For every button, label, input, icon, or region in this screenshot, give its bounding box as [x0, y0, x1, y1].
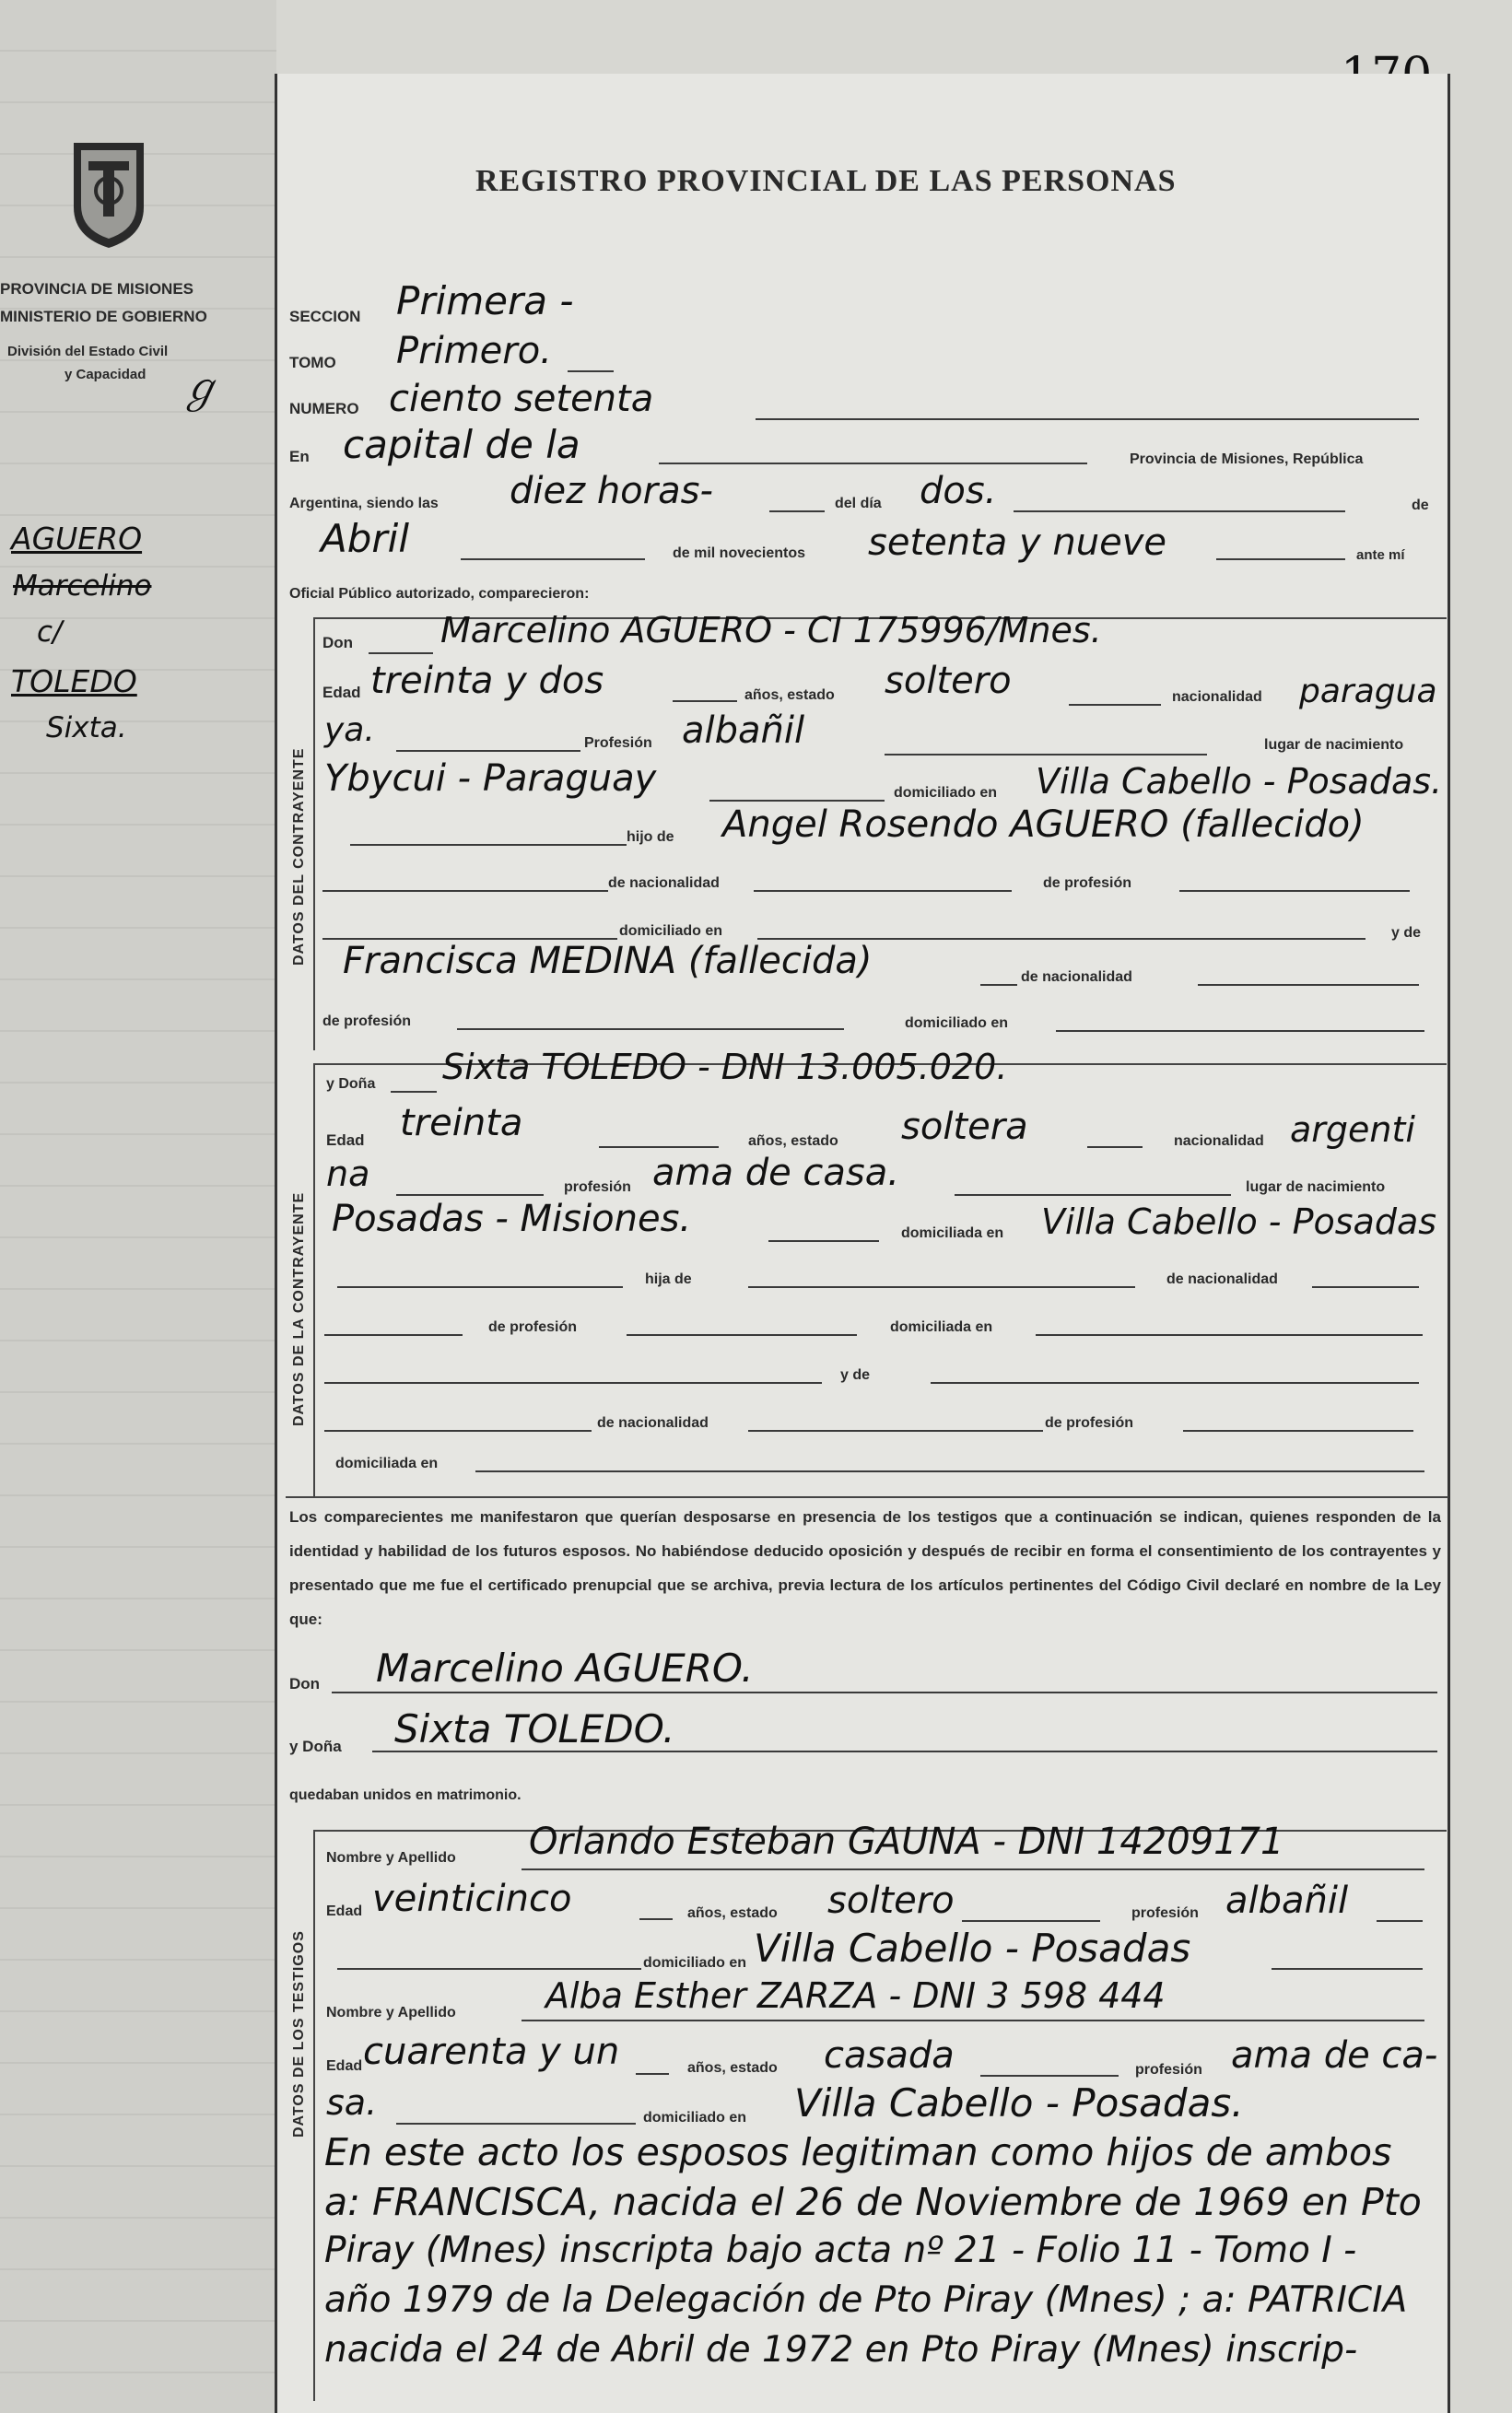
contrayenta-madre-dom-line [475, 1470, 1424, 1472]
contrayenta-madre-nac-line-a [324, 1430, 592, 1432]
de-label: de [1412, 498, 1429, 513]
testigo1-nombre-line [522, 1868, 1424, 1870]
contrayenta-nacionalidad-2: na [326, 1154, 370, 1194]
testigo1-profesion-label: profesión [1131, 1905, 1199, 1921]
contrayenta-madre-prof-line [1183, 1430, 1413, 1432]
contrayenta-hija-line-b [748, 1286, 1135, 1288]
union-dona-value: Sixta TOLEDO. [394, 1706, 675, 1751]
contrayente-padre: Angel Rosendo AGUERO (fallecido) [722, 803, 1365, 846]
contrayente-don-line-a [369, 652, 433, 654]
contrayente-madre-prof-label: de profesión [322, 1013, 412, 1029]
contrayente-madre-dom-label: domiciliado en [905, 1015, 1009, 1031]
contrayenta-domiciliada-en-label: domiciliada en [890, 1319, 993, 1335]
contrayente-domiciliado-en-label: domiciliado en [619, 923, 723, 939]
contrayente-prof-line-a [396, 750, 580, 752]
annotation-line-5: nacida el 24 de Abril de 1972 en Pto Piray (Mnes) inscrip- [324, 2329, 1358, 2371]
contrayenta-nacionalidad-label: nacionalidad [1174, 1133, 1264, 1149]
testigo2-nombre-line [522, 2020, 1424, 2021]
contrayenta-prof-line-a [396, 1194, 544, 1196]
contrayente-prof-line-b [885, 754, 1207, 756]
testigo2-nombre-label: Nombre y Apellido [326, 2005, 456, 2021]
contrayenta-padre-line-a [324, 1334, 463, 1336]
contrayente-profesion-label: Profesión [584, 735, 652, 751]
testigo1-anios-label: años, estado [687, 1905, 778, 1921]
contrayente-estado-line [1069, 704, 1161, 706]
contrayente-madre: Francisca MEDINA (fallecida) [343, 940, 873, 982]
contrayenta-padre-dom-line [1036, 1334, 1423, 1336]
annotation-line-2: a: FRANCISCA, nacida el 26 de Noviembre de 1969 en Pto [324, 2180, 1422, 2224]
contrayenta-lugar-label: lugar de nacimiento [1246, 1179, 1386, 1195]
contrayente-lugar-line [709, 800, 885, 802]
annotation-line-1: En este acto los esposos legitiman como hijos de ambos [324, 2130, 1392, 2174]
numero-line [756, 418, 1419, 420]
contrayenta-anios-label: años, estado [748, 1133, 838, 1149]
declaration-top-border [286, 1496, 1448, 1498]
contrayenta-side-bar [313, 1063, 315, 1496]
argentina-label: Argentina, siendo las [289, 496, 439, 511]
contrayente-anios-label: años, estado [744, 687, 835, 703]
contrayenta-edad: treinta [400, 1102, 523, 1144]
en-line [659, 463, 1087, 464]
contrayenta-lugar: Posadas - Misiones. [332, 1198, 692, 1240]
contrayenta-dona-label: y Doña [326, 1076, 376, 1092]
contrayente-edad: treinta y dos [370, 660, 604, 702]
union-don-value: Marcelino AGUERO. [376, 1646, 754, 1691]
annotation-line-4: año 1979 de la Delegación de Pto Piray (Mnes) ; a: PATRICIA [324, 2279, 1408, 2321]
provincia-label: Provincia de Misiones, República [1130, 451, 1364, 467]
testigo2-nombre: Alba Esther ZARZA - DNI 3 598 444 [545, 1975, 1166, 2016]
testigos-side-bar [313, 1830, 315, 2401]
union-dona-line [372, 1751, 1437, 1752]
union-closing: quedaban unidos en matrimonio. [289, 1787, 522, 1803]
contrayenta-domiciliada-label: domiciliada en [901, 1225, 1004, 1241]
tomo-line [568, 370, 614, 372]
contrayenta-nacionalidad-1: argenti [1290, 1109, 1415, 1150]
testigo2-estado: casada [824, 2034, 955, 2077]
contrayente-madre-dom-line [1056, 1030, 1424, 1032]
contrayenta-estado: soltera [901, 1106, 1028, 1148]
contrayenta-de-nacionalidad-label: de nacionalidad [1166, 1271, 1278, 1287]
contrayenta-hija-line-a [337, 1286, 623, 1288]
seccion-label: SECCION [289, 308, 361, 325]
contrayenta-section-label: DATOS DE LA CONTRAYENTE [291, 1191, 307, 1426]
testigo2-profesion-label: profesión [1135, 2062, 1202, 2078]
contrayenta-madre-nac-line-b [748, 1430, 1043, 1432]
testigo1-edad-label: Edad [326, 1903, 363, 1919]
contrayenta-madre-prof-label: de profesión [1045, 1415, 1134, 1431]
annotation-line-3: Piray (Mnes) inscripta bajo acta nº 21 - Folio 11 - Tomo I - [324, 2230, 1357, 2271]
margin-note-line-5: Sixta. [46, 711, 127, 744]
contrayente-nacionalidad-2: ya. [324, 711, 375, 749]
testigo2-profesion-1: ama de ca- [1231, 2034, 1438, 2077]
issuer-line-3: División del Estado Civil [7, 344, 169, 359]
contrayente-nacionalidad-label: nacionalidad [1172, 689, 1262, 705]
contrayente-nombre: Marcelino AGUERO - CI 175996/Mnes. [440, 610, 1102, 650]
contrayente-lugar-label: lugar de nacimiento [1264, 737, 1404, 753]
contrayente-domiciliado-label: domiciliado en [894, 785, 998, 801]
testigo1-estado: soltero [827, 1880, 955, 1922]
provincial-seal-icon [66, 134, 151, 252]
contrayenta-lugar-line [768, 1240, 879, 1242]
contrayente-don-label: Don [322, 634, 354, 651]
contrayente-side-bar [313, 617, 315, 1050]
document-title: REGISTRO PROVINCIAL DE LAS PERSONAS [475, 164, 1177, 198]
tomo-label: TOMO [289, 354, 336, 371]
contrayenta-prof-line-b [955, 1194, 1231, 1196]
tomo-value: Primero. [396, 330, 552, 372]
contrayenta-domicilio: Villa Cabello - Posadas [1041, 1201, 1437, 1242]
contrayenta-nombre: Sixta TOLEDO - DNI 13.005.020. [442, 1047, 1008, 1087]
testigo2-domiciliado-label: domiciliado en [643, 2110, 747, 2126]
contrayente-de-profesion-label: de profesión [1043, 875, 1132, 891]
declaration-text: Los comparecientes me manifestaron que querían desposarse en presencia de los testigos que a continuación se indican, quienes responden de la identidad y habilidad de los futuros esposos. No habiéndose deducido oposición y después de recibir en forma el consentimiento de los contrayentes y presentado que me fue el certificado prenupcial que se archiva, previa lectura de los artículos pertinentes del Código Civil declaré en nombre de la Ley que: [289, 1508, 1441, 1628]
dia-value: dos. [920, 470, 997, 512]
en-label: En [289, 448, 310, 465]
contrayente-madre-nac-label: de nacionalidad [1021, 969, 1132, 985]
contrayenta-dona-line [391, 1091, 437, 1093]
margin-note-line-1: AGUERO [11, 521, 143, 556]
contrayenta-estado-line [1087, 1146, 1143, 1148]
contrayente-y-de-label: y de [1391, 925, 1422, 941]
testigo1-nombre-label: Nombre y Apellido [326, 1850, 456, 1866]
contrayente-estado: soltero [885, 660, 1012, 702]
contrayenta-hija-label: hija de [645, 1271, 692, 1287]
hora-value: diez horas- [510, 470, 713, 512]
de-mil-label: de mil novecientos [673, 545, 806, 561]
contrayente-madre-line [980, 984, 1017, 986]
union-don-line [332, 1692, 1437, 1693]
seccion-value: Primera - [396, 278, 574, 323]
numero-label: NUMERO [289, 400, 359, 417]
testigo2-profesion-2: sa. [326, 2082, 378, 2123]
union-don-label: Don [289, 1675, 321, 1693]
contrayenta-y-de-label: y de [840, 1367, 871, 1383]
contrayente-section-label: DATOS DEL CONTRAYENTE [291, 747, 307, 966]
hora-line [769, 510, 825, 512]
contrayente-domicilio: Villa Cabello - Posadas. [1036, 761, 1443, 802]
contrayente-hijo-line [350, 844, 627, 846]
contrayente-edad-label: Edad [322, 684, 361, 701]
contrayenta-edad-label: Edad [326, 1131, 365, 1149]
contrayenta-padre-prof-line [627, 1334, 857, 1336]
testigo1-domicilio: Villa Cabello - Posadas [754, 1926, 1191, 1971]
en-value: capital de la [343, 422, 580, 467]
contrayente-nacionalidad-1: paragua [1299, 673, 1437, 710]
margin-note-line-2: Marcelino [13, 569, 152, 603]
contrayente-profesion: albañil [682, 709, 805, 752]
issuer-line-2: MINISTERIO DE GOBIERNO [0, 308, 207, 325]
contrayenta-profesion-label: profesión [564, 1179, 631, 1195]
anio-value: setenta y nueve [868, 521, 1166, 564]
contrayente-edad-line [673, 700, 737, 702]
contrayenta-madre-dom-label: domiciliada en [335, 1456, 439, 1471]
del-dia-label: del día [835, 496, 882, 511]
mes-line [461, 558, 645, 560]
testigo2-estado-line [980, 2075, 1119, 2077]
issuer-line-4: y Capacidad [64, 367, 147, 382]
contrayenta-madre-nac-label: de nacionalidad [597, 1415, 709, 1431]
testigo1-prof-line [1377, 1920, 1423, 1922]
testigo2-edad: cuarenta y un [363, 2031, 620, 2073]
ante-mi-label: ante mí [1356, 547, 1405, 563]
testigo1-dom-line-b [1272, 1968, 1423, 1970]
anio-line [1216, 558, 1345, 560]
margin-note-line-4: TOLEDO [11, 663, 137, 699]
contrayente-madre-nac-line [1198, 984, 1419, 986]
testigo1-profesion: albañil [1225, 1880, 1349, 1922]
left-margin [0, 0, 276, 2413]
testigo1-domiciliado-label: domiciliado en [643, 1955, 747, 1971]
testigo2-edad-label: Edad [326, 2058, 363, 2074]
mes-value: Abril [321, 516, 409, 561]
testigo2-anios-label: años, estado [687, 2060, 778, 2076]
testigo2-domicilio: Villa Cabello - Posadas. [794, 2080, 1244, 2126]
contrayente-padre-prof-line [1179, 890, 1410, 892]
issuer-line-1: PROVINCIA DE MISIONES [0, 280, 194, 298]
contrayente-padre-nac-line [322, 890, 608, 892]
contrayenta-padre-nac-line [1312, 1286, 1419, 1288]
dia-line [1014, 510, 1345, 512]
contrayente-hijo-label: hijo de [627, 829, 674, 845]
contrayenta-profesion: ama de casa. [652, 1152, 899, 1194]
testigo1-nombre: Orlando Esteban GAUNA - DNI 14209171 [529, 1821, 1284, 1863]
contrayente-padre-nac-line-b [754, 890, 1012, 892]
margin-note-line-3: c/ [37, 615, 63, 649]
margin-signature: ℊ [180, 365, 220, 412]
testigo1-estado-line [962, 1920, 1100, 1922]
contrayente-madre-prof-line [457, 1028, 844, 1030]
oficial-label: Oficial Público autorizado, comparecieron: [289, 586, 590, 602]
testigo2-edad-line [636, 2073, 669, 2075]
testigo2-dom-line-a [396, 2123, 636, 2125]
contrayente-de-nacionalidad-label: de nacionalidad [608, 875, 720, 891]
contrayente-lugar: Ybycui - Paraguay [324, 757, 657, 800]
contrayenta-madre-line-b [931, 1382, 1419, 1384]
testigo1-edad-line [639, 1918, 673, 1920]
contrayenta-de-profesion-label: de profesión [488, 1319, 578, 1335]
testigo1-edad: veinticinco [372, 1878, 572, 1920]
contrayenta-madre-line-a [324, 1382, 822, 1384]
testigos-section-label: DATOS DE LOS TESTIGOS [291, 1930, 307, 2138]
testigo1-dom-line-a [337, 1968, 641, 1970]
union-dona-label: y Doña [289, 1738, 342, 1755]
contrayenta-edad-line [599, 1146, 719, 1148]
numero-value: ciento setenta [389, 378, 654, 420]
